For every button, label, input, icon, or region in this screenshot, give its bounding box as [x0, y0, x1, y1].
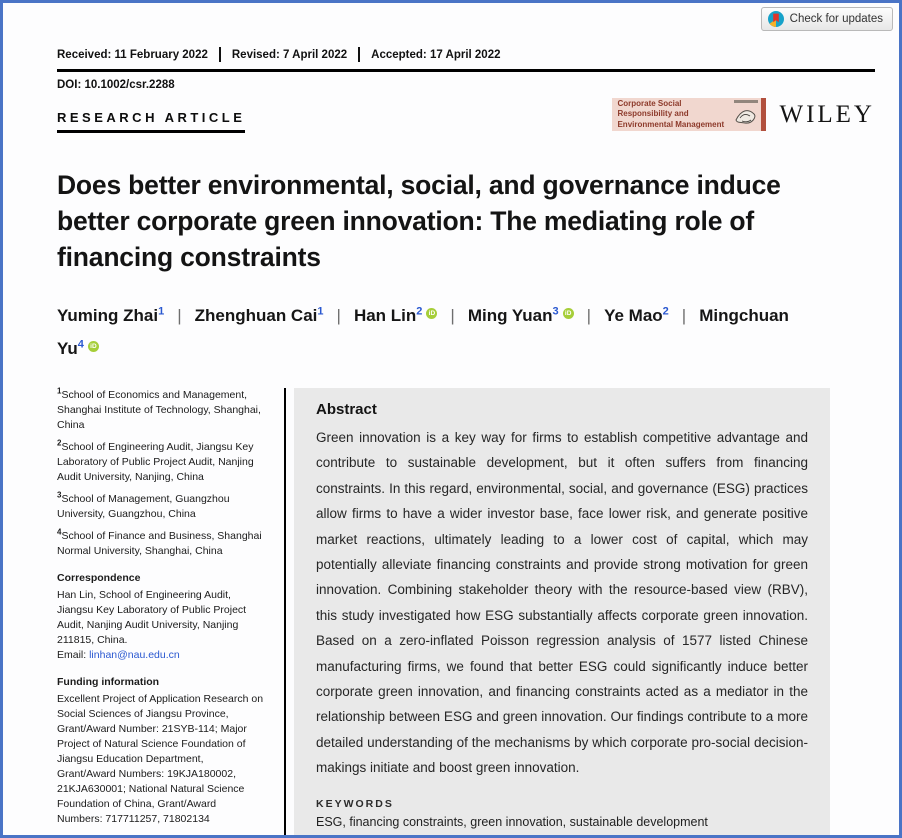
author-separator: | — [336, 306, 341, 325]
author-affiliation-superscript: 2 — [416, 305, 423, 318]
accepted-date: Accepted: 17 April 2022 — [371, 48, 501, 61]
affiliation-superscript: 1 — [57, 386, 62, 396]
author-name: Ye Mao — [604, 306, 663, 325]
column-divider — [284, 388, 286, 835]
abstract-text: Green innovation is a key way for firms to establish competitive advantage and contribute to sustainable development, but it often suffers from financing constraints. In this regard, environmental, social, and governance (ESG) practices allow firms to have a wider investor base, face lower risk, and generate positive market reactions, ultimately leading to a lower cost of capital, which may potentially alleviate financing constraints and provide strong motivation for green innovation. Combining stakeholder theory with the resource-based view (RBV), this study investigated how ESG substantially affects corporate green innovation. Based on a zero-inflated Poisson regression analysis of 1577 listed Chinese manufacturing firms, we found that better ESG could significantly induce better corporate green innovation, and financing constraints acted as a mediator in the relationship between ESG and green innovation. Our findings contribute to a more detailed understanding of the mechanisms by which corporate pro-social decision-makings initiate and boost green innovation. — [316, 430, 808, 776]
page-content — [3, 3, 899, 835]
author-affiliation-superscript: 1 — [317, 305, 324, 318]
author-separator: | — [681, 306, 687, 325]
abstract-box — [294, 388, 830, 835]
keywords-heading: KEYWORDS — [316, 797, 394, 810]
received-date: Received: 11 February 2022 — [57, 48, 208, 61]
journal-logo-title: Corporate Social Responsibility and Environmental Management — [617, 98, 725, 129]
correspondence-text: Han Lin, School of Engineering Audit, Jiangsu Key Laboratory of Public Project Audit, Nanjing Audit University, Nanjing 211815, China. — [57, 589, 247, 646]
revised-date: Revised: 7 April 2022 — [231, 48, 348, 61]
affiliation-superscript: 3 — [57, 490, 62, 500]
crossmark-icon — [768, 11, 784, 27]
journal-cover-art-icon — [732, 98, 766, 131]
funding-heading: Funding information — [57, 676, 160, 688]
affiliation-superscript: 4 — [57, 527, 62, 537]
email-link[interactable]: linhan@nau.edu.cn — [89, 649, 180, 661]
keywords-text: ESG, financing constraints, green innovation, sustainable development — [316, 814, 708, 829]
author — [604, 306, 669, 325]
author-name: Yuming Zhai — [57, 306, 159, 325]
logo-row — [57, 93, 875, 133]
affiliation — [57, 388, 264, 433]
affiliation-superscript: 2 — [57, 438, 62, 448]
author-affiliation-superscript: 2 — [662, 305, 669, 318]
date-divider — [219, 47, 221, 62]
date-divider — [358, 47, 360, 62]
journal-logo — [612, 98, 766, 131]
abstract-heading: Abstract — [316, 401, 377, 418]
orcid-icon[interactable]: iD — [563, 308, 574, 319]
columns — [57, 388, 875, 835]
author-affiliation-superscript: 1 — [158, 305, 165, 318]
author-name: Zhenghuan Cai — [194, 306, 318, 325]
doi: DOI: 10.1002/csr.2288 — [57, 79, 175, 91]
check-for-updates-button[interactable] — [761, 7, 893, 31]
author-separator: | — [450, 306, 455, 325]
affiliation-text: School of Finance and Business, Shanghai Normal University, Shanghai, China — [57, 530, 262, 557]
author-name: Mingchuan Yu — [57, 306, 789, 358]
article-title: Does better environmental, social, and governance induce better corporate green innovation: The mediating role of financing constraints — [57, 170, 781, 272]
orcid-icon[interactable]: iD — [88, 341, 99, 352]
check-for-updates-label: Check for updates — [789, 13, 883, 25]
affiliation-text: School of Economics and Management, Shanghai Institute of Technology, Shanghai, China — [57, 389, 261, 431]
left-column — [57, 388, 264, 835]
article-type-label: RESEARCH ARTICLE — [57, 110, 245, 133]
correspondence-block — [57, 571, 264, 663]
funding-block — [57, 675, 264, 827]
author-name: Ming Yuan — [467, 306, 553, 325]
author-separator: | — [177, 306, 182, 325]
author — [468, 306, 574, 325]
author-affiliation-superscript: 3 — [552, 305, 559, 318]
wiley-logo: WILEY — [779, 100, 875, 128]
orcid-icon[interactable]: iD — [426, 308, 437, 319]
email-label: Email: — [57, 649, 90, 661]
affiliation — [57, 440, 264, 485]
dates-row — [57, 47, 875, 62]
funding-text: Excellent Project of Application Research on Social Sciences of Jiangsu Province, Grant/Award Number: 21SYB-114; Major Project of Natural Science Foundation of Jiangsu Education Department, Grant/Award Numbers: 19KJA180002, 21KJA630001; National Natural Science Foundation of China, Grant/Award Numbers: 717711257, 71802134 — [57, 693, 264, 825]
correspondence-heading: Correspondence — [57, 572, 141, 584]
affiliation-text: School of Management, Guangzhou University, Guangzhou, China — [57, 493, 230, 520]
affiliation — [57, 529, 264, 559]
affiliation-text: School of Engineering Audit, Jiangsu Key Laboratory of Public Project Audit, Nanjing Audit University, Nanjing, China — [57, 441, 254, 483]
author-separator: | — [586, 306, 592, 325]
author-name: Han Lin — [353, 306, 417, 325]
author-list — [57, 299, 792, 365]
journal-logo-spine — [761, 98, 766, 131]
header-rule — [57, 69, 875, 72]
author — [354, 306, 437, 325]
affiliation-list — [57, 388, 264, 559]
author-affiliation-superscript: 4 — [77, 338, 84, 351]
affiliation — [57, 492, 264, 522]
author — [57, 306, 164, 325]
correspondence-email-line — [57, 648, 264, 663]
logos — [612, 98, 875, 131]
author — [195, 306, 324, 325]
